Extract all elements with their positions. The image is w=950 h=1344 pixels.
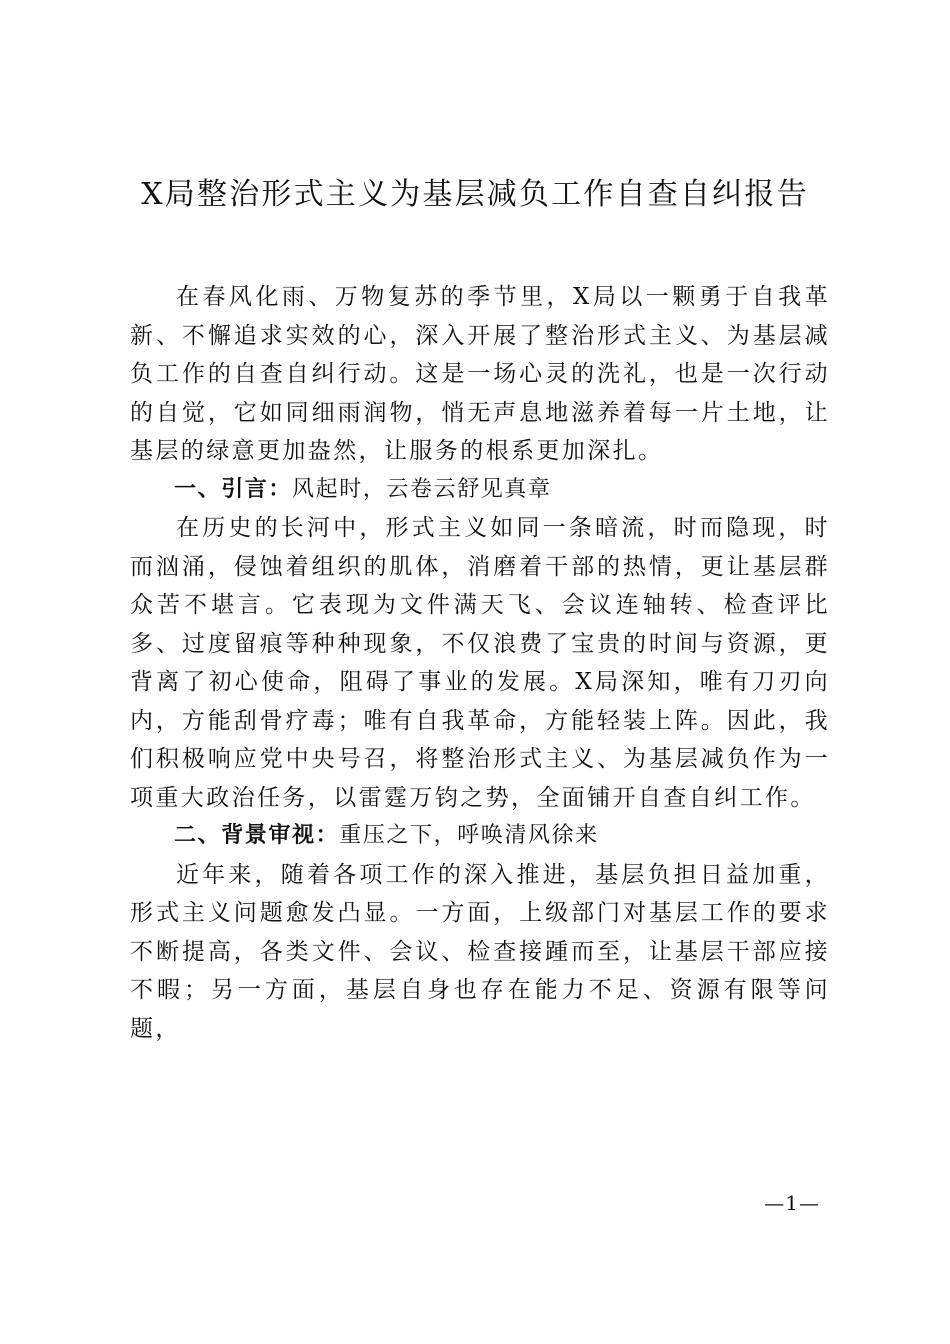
section-heading-1-text: 风起时，云卷云舒见真章: [292, 476, 552, 502]
page-number: —1—: [764, 1191, 820, 1215]
section-heading-2: [130, 817, 830, 856]
section-heading-1: [130, 471, 830, 510]
section-1-paragraph: 在历史的长河中，形式主义如同一条暗流，时而隐现，时而汹涌，侵蚀着组织的肌体，消磨着干部的热情，更让基层群众苦不堪言。它表现为文件满天飞、会议连轴转、检查评比多、过度留痕等种种现象，不仅浪费了宝贵的时间与资源，更背离了初心使命，阻碍了事业的发展。X局深知，唯有刀刃向内，方能刮骨疗毒；唯有自我革命，方能轻装上阵。因此，我们积极响应党中央号召，将整治形式主义、为基层减负作为一项重大政治任务，以雷霆万钧之势，全面铺开自查自纠工作。: [130, 515, 830, 811]
document-title: X局整治形式主义为基层减负工作自查自纠报告: [141, 177, 809, 212]
section-heading-2-number: 二、背景审视：: [174, 823, 340, 848]
section-heading-1-number: 一、引言：: [174, 476, 293, 502]
section-heading-2-text: 重压之下，呼唤清风徐来: [339, 823, 599, 848]
section-2-paragraph: 近年来，随着各项工作的深入推进，基层负担日益加重，形式主义问题愈发凸显。一方面，上级部门对基层工作的要求不断提高，各类文件、会议、检查接踵而至，让基层干部应接不暇；另一方面，基层自身也存在能力不足、资源有限等问题，: [130, 861, 830, 1042]
intro-paragraph: 在春风化雨、万物复苏的季节里，X局以一颗勇于自我革新、不懈追求实效的心，深入开展了整治形式主义、为基层减负工作的自查自纠行动。这是一场心灵的洗礼，也是一次行动的自觉，它如同细雨润物，悄无声息地滋养着每一片土地，让基层的绿意更加盎然，让服务的根系更加深扎。: [130, 284, 830, 464]
document-body: [130, 278, 830, 1048]
